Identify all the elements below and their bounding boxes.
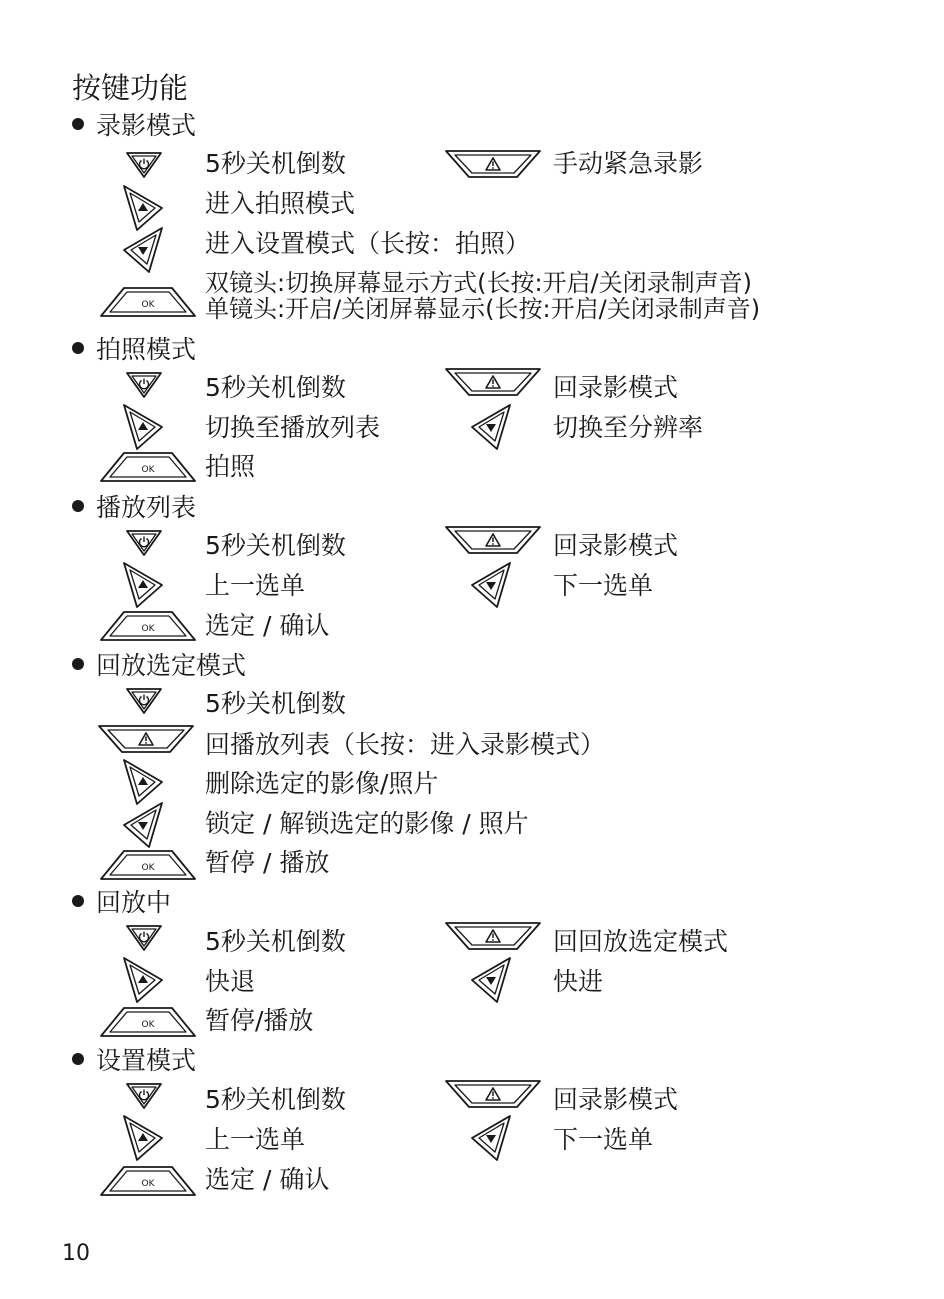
- section-label: 设置模式: [96, 1046, 197, 1075]
- section-playing-heading: [72, 887, 171, 919]
- ok-button-icon: [98, 848, 198, 882]
- settings-emergency-label: 回录影模式: [553, 1085, 679, 1114]
- section-label: 拍照模式: [96, 335, 197, 364]
- ok-button-icon: [98, 1005, 198, 1039]
- playing-up-label: 快退: [205, 967, 256, 996]
- bullet-icon: [72, 1053, 84, 1065]
- power-button-icon: [124, 923, 164, 953]
- settings-up-label: 上一选单: [205, 1125, 306, 1154]
- playing-emergency-label: 回回放选定模式: [553, 927, 729, 956]
- emergency-button-icon: [443, 524, 543, 556]
- playlist-down-label: 下一选单: [553, 571, 654, 600]
- emergency-button-icon: [443, 920, 543, 952]
- emergency-button-icon: [443, 1078, 543, 1110]
- playlist-power-label: 5秒关机倒数: [205, 531, 346, 560]
- power-button-icon: [124, 370, 164, 400]
- photo-power-label: 5秒关机倒数: [205, 373, 346, 402]
- settings-ok-label: 选定 / 确认: [205, 1165, 330, 1194]
- photo-emergency-label: 回录影模式: [553, 373, 679, 402]
- emergency-button-icon: [443, 148, 543, 180]
- down-button-icon: [121, 225, 165, 275]
- photo-up-label: 切换至播放列表: [205, 413, 381, 442]
- down-button-icon: [469, 560, 513, 610]
- power-button-icon: [124, 150, 164, 180]
- section-label: 播放列表: [96, 493, 197, 522]
- power-button-icon: [124, 686, 164, 716]
- playlist-emergency-label: 回录影模式: [553, 531, 679, 560]
- section-photo-heading: [72, 334, 196, 366]
- bullet-icon: [72, 342, 84, 354]
- bullet-icon: [72, 118, 84, 130]
- ok-button-icon: [98, 609, 198, 643]
- section-playlist-heading: [72, 492, 196, 524]
- playing-power-label: 5秒关机倒数: [205, 927, 346, 956]
- section-label: 录影模式: [96, 111, 197, 140]
- up-button-icon: [121, 1113, 165, 1163]
- playback-select-power-label: 5秒关机倒数: [205, 689, 346, 718]
- ok-button-icon: [98, 1164, 198, 1198]
- up-button-icon: [121, 955, 165, 1005]
- photo-down-label: 切换至分辨率: [553, 413, 704, 442]
- photo-ok-label: 拍照: [205, 452, 256, 481]
- settings-down-label: 下一选单: [553, 1125, 654, 1154]
- page-number: 10: [62, 1241, 90, 1266]
- ok-button-icon: [98, 450, 198, 484]
- section-label: 回放选定模式: [96, 651, 247, 680]
- playlist-up-label: 上一选单: [205, 571, 306, 600]
- section-settings-heading: [72, 1045, 196, 1077]
- power-button-icon: [124, 528, 164, 558]
- bullet-icon: [72, 658, 84, 670]
- record-ok-single-label: 单镜头:开启/关闭屏幕显示(长按:开启/关闭录制声音): [205, 295, 761, 323]
- playing-down-label: 快进: [553, 967, 604, 996]
- playing-ok-label: 暂停/播放: [205, 1006, 314, 1035]
- playback-select-ok-label: 暂停 / 播放: [205, 848, 330, 877]
- record-down-label: 进入设置模式（长按：拍照）: [205, 229, 531, 258]
- up-button-icon: [121, 402, 165, 452]
- section-playback-select-heading: [72, 650, 246, 682]
- bullet-icon: [72, 500, 84, 512]
- emergency-button-icon: [443, 366, 543, 398]
- playlist-ok-label: 选定 / 确认: [205, 611, 330, 640]
- record-emergency-label: 手动紧急录影: [553, 149, 704, 178]
- section-label: 回放中: [96, 888, 172, 917]
- down-button-icon: [469, 955, 513, 1005]
- playback-select-emergency-label: 回播放列表（长按：进入录影模式）: [205, 730, 606, 759]
- down-button-icon: [121, 800, 165, 850]
- playback-select-down-label: 锁定 / 解锁选定的影像 / 照片: [205, 809, 529, 838]
- ok-button-icon: [98, 285, 198, 319]
- bullet-icon: [72, 895, 84, 907]
- playback-select-up-label: 删除选定的影像/照片: [205, 769, 439, 798]
- power-button-icon: [124, 1081, 164, 1111]
- section-record-heading: [72, 110, 196, 142]
- page-title: 按键功能: [72, 71, 189, 105]
- down-button-icon: [469, 402, 513, 452]
- record-power-label: 5秒关机倒数: [205, 149, 346, 178]
- emergency-button-icon: [96, 723, 196, 755]
- up-button-icon: [121, 560, 165, 610]
- record-ok-dual-label: 双镜头:切换屏幕显示方式(长按:开启/关闭录制声音): [205, 269, 752, 297]
- down-button-icon: [469, 1113, 513, 1163]
- settings-power-label: 5秒关机倒数: [205, 1085, 346, 1114]
- record-up-label: 进入拍照模式: [205, 189, 356, 218]
